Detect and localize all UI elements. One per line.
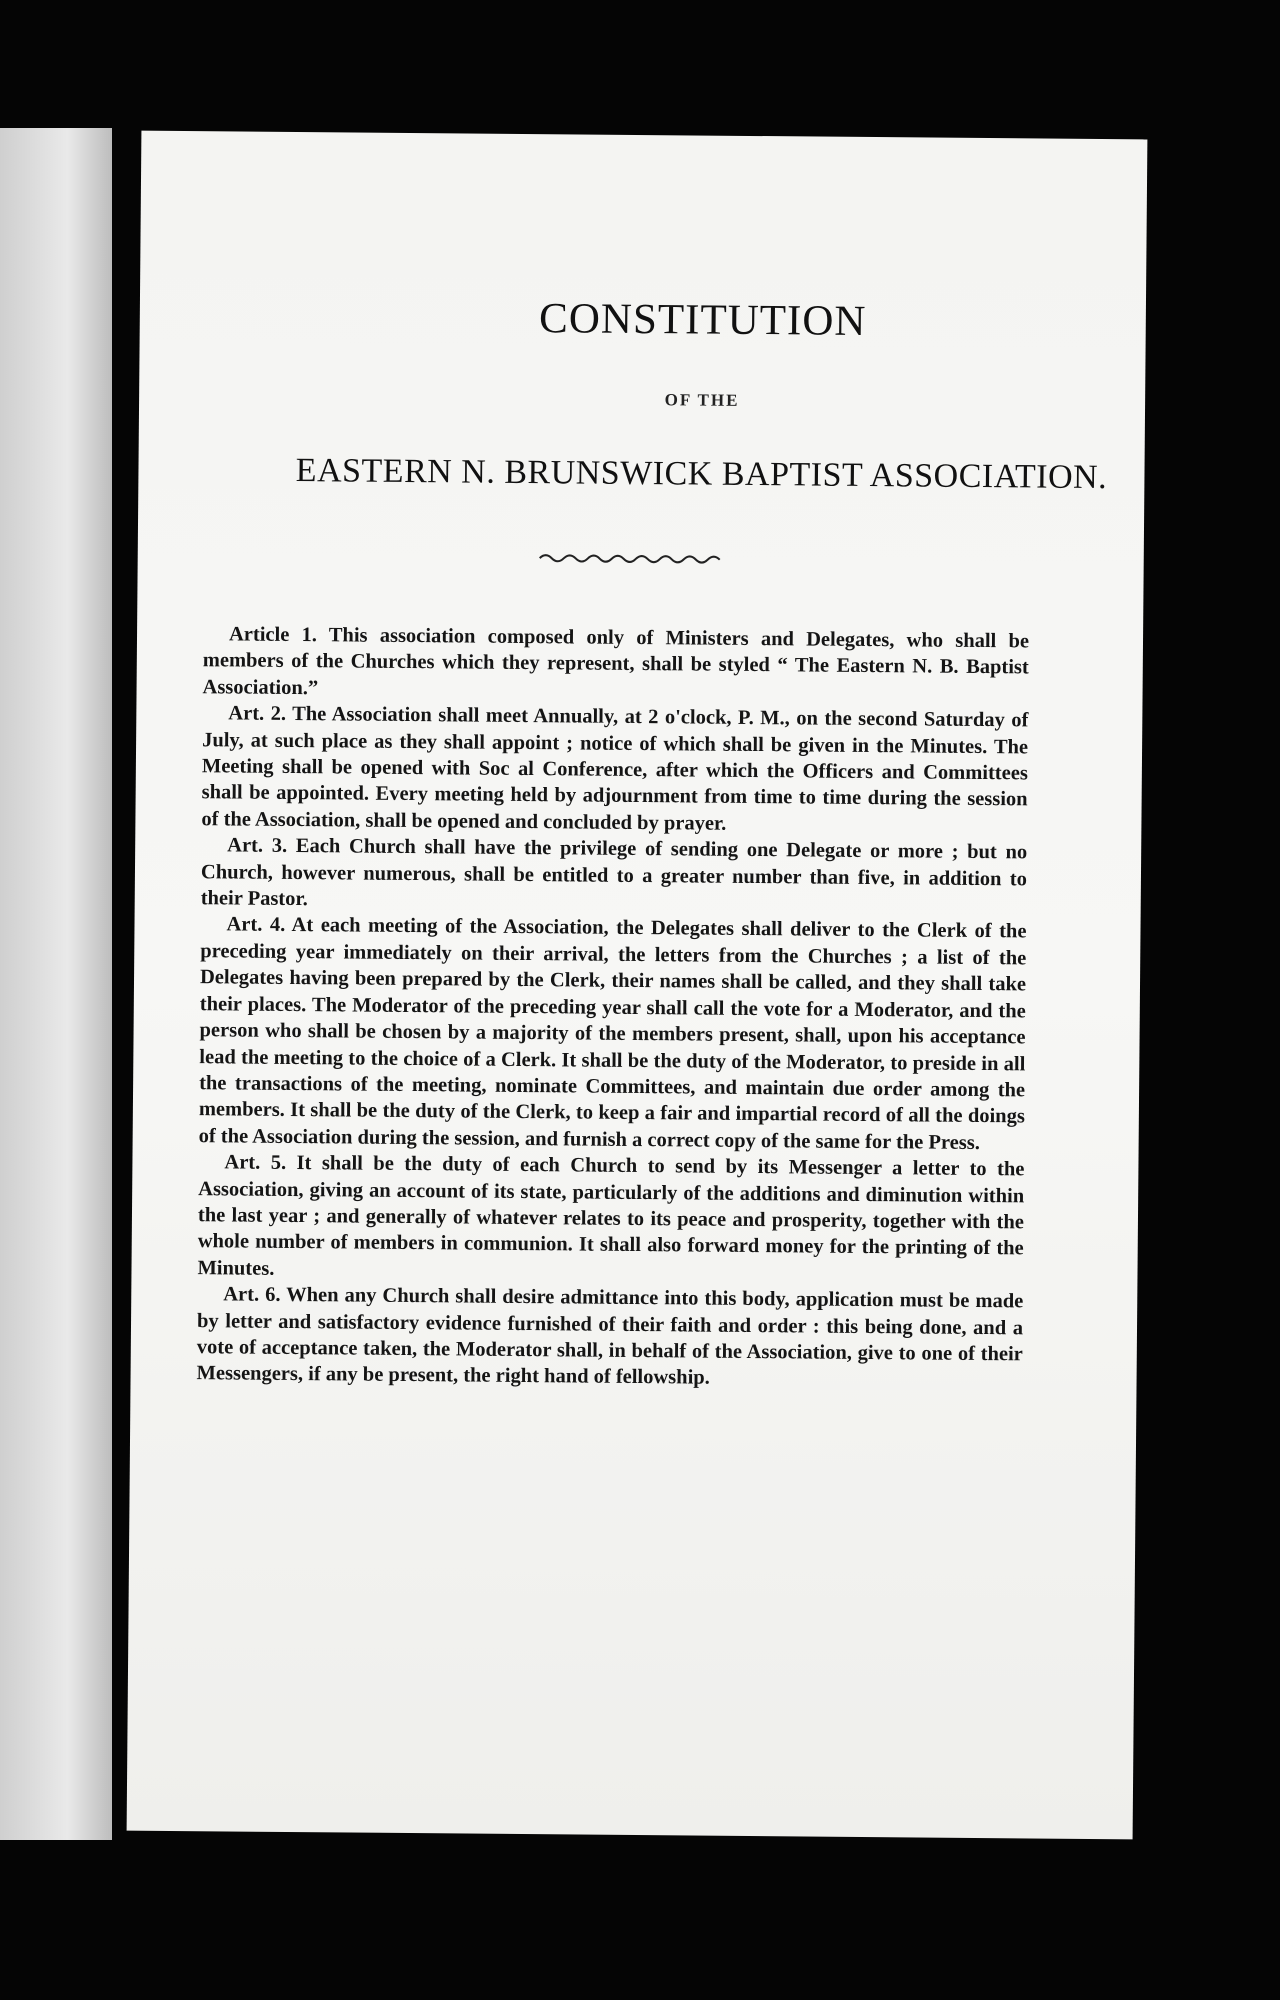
- page-subtitle: OF THE: [664, 390, 740, 410]
- page-title: CONSTITUTION: [538, 295, 867, 345]
- article-4: Art. 4. At each meeting of the Association, the Delegates shall deliver to the Clerk of the preceding year immediately on their arrival, the letters from the Churches ; a list of the Delegates having been prepared by the Clerk, their names shall be called, and they shall take their places. The Moderator of the preceding year shall call the vote for a Moderator, and the person who shall be chosen by a majority of the members present, shall, upon his acceptance lead the meeting to the choice of a Clerk. It shall be the duty of the Moderator, to preside in all the transactions of the meeting, nominate Committees, and maintain due order among the members. It shall be the duty of the Clerk, to keep a fair and impartial record of all the doings of the Association during the session, and furnish a correct copy of the same for the Press.: [198, 913, 1027, 1154]
- article-5: Art. 5. It shall be the duty of each Church to send by its Messenger a letter to the Association, giving an account of its state, particularly of the additions and diminution within the last year ; and generally of whatever relates to its peace and prosperity, together with the whole number of members in communion. It shall also forward money for the printing of the Minutes.: [197, 1151, 1025, 1280]
- article-2: Art. 2. The Association shall meet Annually, at 2 o'clock, P. M., on the second Saturday of July, at such place as they shall appoint ; notice of which shall be given in the Minutes. The Meeting shall be opened with Soc al Conference, after which the Officers and Committees shall be appointed. Every meeting held by adjournment from time to time during the session of the Association, shall be opened and concluded by prayer.: [201, 702, 1029, 835]
- document-page: [127, 131, 1148, 1840]
- article-3: Art. 3. Each Church shall have the privilege of sending one Delegate or more ; but no Church, however numerous, shall be entitled to a greater number than five, in addition to their Pastor.: [200, 834, 1028, 911]
- decorative-rule: [538, 550, 728, 568]
- association-name: EASTERN N. BRUNSWICK BAPTIST ASSOCIATION.: [295, 452, 1108, 497]
- constitution-body: [196, 621, 1029, 1394]
- article-1: Article 1. This association composed only of Ministers and Delegates, who shall be members of the Churches which they represent, shall be styled “ The Eastern N. B. Baptist Association.”: [202, 623, 1030, 700]
- adjacent-page-edge: [0, 128, 112, 1840]
- article-6: Art. 6. When any Church shall desire admittance into this body, application must be made by letter and satisfactory evidence furnished of their faith and order : this being done, and a vote of acceptance taken, the Moderator shall, in behalf of the Association, give to one of their Messengers, if any be present, the right hand of fellowship.: [196, 1283, 1024, 1390]
